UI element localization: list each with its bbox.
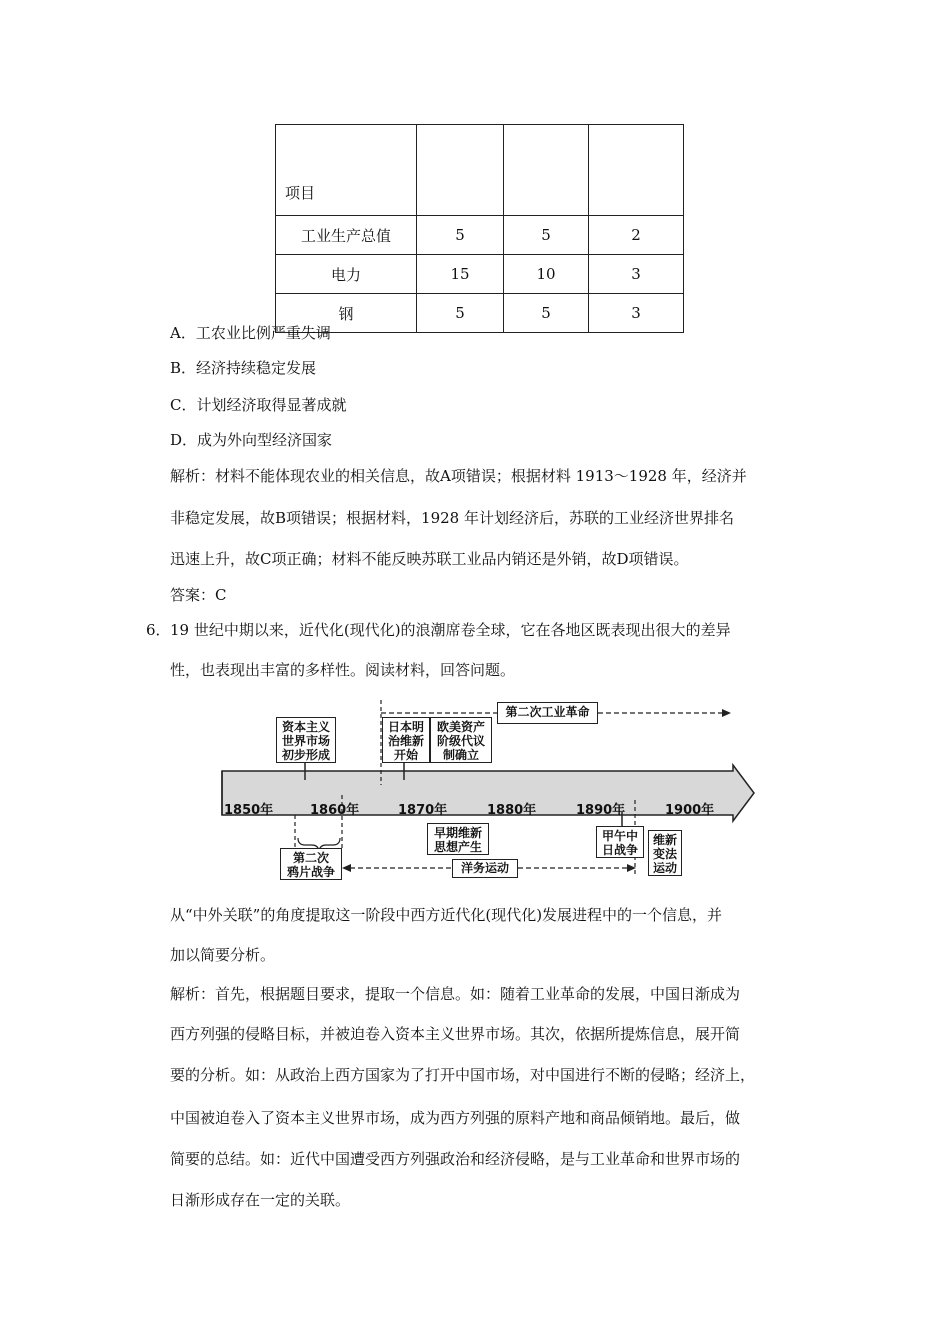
- event-line: 维新: [652, 833, 677, 847]
- q6-analysis-line: 要的分析。如：从政治上西方国家为了打开中国市场，对中国进行不断的侵略；经济上，: [170, 1066, 756, 1084]
- event-meiji-restoration: [382, 717, 430, 763]
- event-line: 资本主义: [281, 720, 330, 734]
- option-c: C．计划经济取得显著成就: [170, 396, 347, 414]
- q6-analysis-line: 日渐形成存在一定的关联。: [170, 1191, 351, 1209]
- event-line: 早期维新: [433, 826, 482, 840]
- event-line: 欧美资产: [436, 720, 485, 734]
- question-number: 6．: [146, 621, 171, 639]
- event-line: 第二次: [292, 851, 329, 865]
- table-cell: 3: [589, 255, 684, 294]
- year-label: 1880年: [487, 803, 537, 818]
- event-line: 治维新: [387, 734, 424, 748]
- event-line: 甲午中: [601, 829, 638, 843]
- table-row-label: 工业生产总值: [276, 216, 417, 255]
- table-cell: 15: [417, 255, 504, 294]
- q5-analysis-line: 解析：材料不能体现农业的相关信息，故A项错误；根据材料 1913～1928 年，经济并: [170, 467, 747, 485]
- event-self-strengthening: [452, 859, 518, 878]
- q6-analysis-line: 中国被迫卷入了资本主义世界市场，成为西方列强的原料产地和商品倾销地。最后，做: [170, 1109, 741, 1127]
- q6-analysis-line: 简要的总结。如：近代中国遭受西方列强政治和经济侵略，是与工业革命和世界市场的: [170, 1150, 741, 1168]
- year-label: 1850年: [224, 803, 274, 818]
- table-row-label: 电力: [276, 255, 417, 294]
- q5-analysis-line: 迅速上升，故C项正确；材料不能反映苏联工业品内销还是外销，故D项错误。: [170, 550, 689, 568]
- event-line: 第二次工业革命: [505, 705, 590, 719]
- event-line: 洋务运动: [460, 861, 509, 875]
- table-header-label: 项目: [276, 125, 417, 216]
- event-representative-system: [430, 717, 492, 763]
- event-early-reform-thought: [427, 823, 489, 855]
- event-line: 日战争: [601, 843, 638, 857]
- table-cell: 5: [417, 216, 504, 255]
- event-line: 制确立: [442, 748, 479, 762]
- arrow-head: [722, 709, 731, 717]
- year-label: 1860年: [310, 803, 360, 818]
- q6-analysis-line: 解析：首先，根据题目要求，提取一个信息。如：随着工业革命的发展，中国日渐成为: [170, 985, 741, 1003]
- year-label: 1890年: [576, 803, 626, 818]
- table-cell: 2: [589, 216, 684, 255]
- event-line: 阶级代议: [436, 734, 485, 748]
- option-d: D．成为外向型经济国家: [170, 431, 333, 449]
- table-cell: 5: [417, 294, 504, 333]
- q6-question-line: 加以简要分析。: [170, 946, 276, 964]
- event-line: 变法: [652, 847, 677, 861]
- table-cell: 10: [504, 255, 589, 294]
- event-line: 运动: [652, 861, 677, 875]
- event-line: 鸦片战争: [286, 865, 335, 879]
- option-b: B．经济持续稳定发展: [170, 359, 317, 377]
- event-second-industrial-revolution: [497, 702, 598, 724]
- event-line: 世界市场: [281, 734, 330, 748]
- year-label: 1900年: [665, 803, 715, 818]
- event-line: 思想产生: [433, 840, 482, 854]
- table-cell: 5: [504, 294, 589, 333]
- arrow-head: [342, 864, 351, 872]
- event-reform-movement: [648, 830, 682, 876]
- event-world-market: [276, 717, 336, 763]
- q5-answer: 答案：C: [170, 586, 227, 604]
- event-line: 日本明: [387, 720, 424, 734]
- q5-analysis-line: 非稳定发展，故B项错误；根据材料，1928 年计划经济后，苏联的工业经济世界排名: [170, 509, 734, 527]
- q6-stem-line: 19 世纪中期以来，近代化(现代化)的浪潮席卷全球，它在各地区既表现出很大的差异: [170, 621, 731, 639]
- q6-stem-line: 性，也表现出丰富的多样性。阅读材料，回答问题。: [170, 661, 516, 679]
- table-row-label: 钢: [276, 294, 417, 333]
- event-second-opium-war: [280, 848, 342, 880]
- q6-question-line: 从“中外关联”的角度提取这一阶段中西方近代化(现代化)发展进程中的一个信息，并: [170, 906, 723, 924]
- event-sino-japanese-war: [596, 826, 644, 858]
- event-line: 开始: [393, 748, 418, 762]
- q6-analysis-line: 西方列强的侵略目标，并被迫卷入资本主义世界市场。其次，依据所提炼信息，展开简: [170, 1025, 741, 1043]
- table-cell: 5: [504, 216, 589, 255]
- event-line: 初步形成: [281, 748, 330, 762]
- table-cell: 3: [589, 294, 684, 333]
- year-label: 1870年: [398, 803, 448, 818]
- option-a: A．工农业比例严重失调: [170, 324, 331, 342]
